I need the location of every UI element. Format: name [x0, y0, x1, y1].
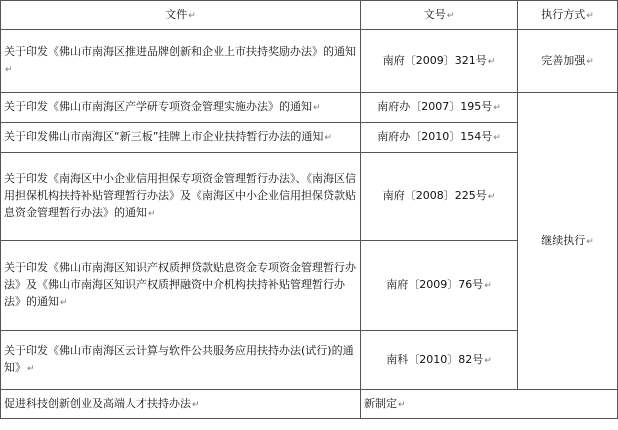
row-doc-number-text: 南府办〔2007〕195号	[377, 100, 493, 113]
paragraph-mark-icon: ↵	[586, 56, 594, 67]
row-file-cell	[1, 153, 361, 241]
row-file-text: 关于印发《南海区中小企业信用担保专项资金管理暂行办法》、《南海区信用担保机构扶持补贴管理暂行办法》及《南海区中小企业信用担保贷款贴息资金管理暂行办法》的通知	[4, 172, 356, 219]
row-doc-number-text: 新制定	[364, 396, 397, 410]
row-doc-number-cell	[361, 123, 518, 153]
table-row	[1, 30, 618, 93]
paragraph-mark-icon: ↵	[27, 364, 35, 374]
row-execution-cell	[518, 30, 618, 93]
row-file-text: 关于印发佛山市南海区“新三板”挂牌上市企业扶持暂行办法的通知	[4, 130, 324, 143]
row-file-cell	[1, 30, 361, 93]
paragraph-mark-icon: ↵	[398, 399, 406, 410]
paragraph-mark-icon: ↵	[487, 56, 496, 67]
paragraph-mark-icon: ↵	[60, 298, 68, 308]
row-doc-number-cell	[361, 241, 518, 331]
row-doc-number-text: 南科〔2010〕82号	[386, 352, 484, 366]
paragraph-mark-icon: ↵	[484, 355, 492, 366]
row-doc-number-text: 南府办〔2010〕154号	[377, 130, 493, 143]
row-doc-number-text: 南府〔2009〕76号	[386, 278, 484, 291]
row-doc-number-text: 南府〔2009〕321号	[382, 53, 487, 67]
paragraph-mark-icon: ↵	[148, 209, 156, 219]
row-file-text: 关于印发《佛山市南海区云计算与软件公共服务应用扶持办法(试行)的通知》	[4, 344, 354, 374]
row-doc-number-cell	[361, 331, 518, 390]
paragraph-mark-icon: ↵	[586, 10, 594, 21]
row-file-cell	[1, 123, 361, 153]
header-file	[1, 1, 361, 30]
merged-execution-text: 继续执行	[541, 233, 586, 247]
table-header-row	[1, 1, 618, 30]
row-file-text: 关于印发《佛山市南海区知识产权质押贷款贴息资金专项资金管理暂行办法》及《佛山市南海区知识产权质押融资中介机构扶持补贴管理暂行办法》的通知	[4, 261, 356, 308]
header-execution	[518, 1, 618, 30]
row-doc-number-cell	[361, 390, 618, 419]
row-execution-text: 完善加强	[541, 53, 586, 67]
paragraph-mark-icon: ↵	[493, 103, 501, 113]
header-execution-label: 执行方式	[541, 7, 586, 21]
row-file-text: 关于印发《佛山市南海区推进品牌创新和企业上市扶持奖励办法》的通知	[4, 45, 356, 58]
paragraph-mark-icon: ↵	[313, 103, 321, 113]
header-file-label: 文件	[165, 7, 188, 21]
header-doc-number	[361, 1, 518, 30]
paragraph-mark-icon: ↵	[324, 133, 332, 143]
paragraph-mark-icon: ↵	[493, 133, 501, 143]
paragraph-mark-icon: ↵	[192, 399, 200, 410]
paragraph-mark-icon: ↵	[484, 281, 492, 291]
paragraph-mark-icon: ↵	[586, 236, 594, 247]
row-file-cell	[1, 390, 361, 419]
paragraph-mark-icon: ↵	[446, 10, 455, 21]
table-row	[1, 390, 618, 419]
row-file-cell	[1, 93, 361, 123]
merged-execution-cell	[518, 93, 618, 390]
row-doc-number-text: 南府〔2008〕225号	[382, 189, 487, 202]
row-file-text: 关于印发《佛山市南海区产学研专项资金管理实施办法》的通知	[4, 100, 312, 113]
header-doc-number-label: 文号	[423, 7, 446, 21]
row-doc-number-cell	[361, 30, 518, 93]
row-file-cell	[1, 331, 361, 390]
paragraph-mark-icon: ↵	[188, 10, 196, 21]
row-file-text: 促进科技创新创业及高端人才扶持办法	[4, 396, 191, 410]
row-file-cell	[1, 241, 361, 331]
table-row	[1, 93, 618, 123]
row-doc-number-cell	[361, 153, 518, 241]
paragraph-mark-icon: ↵	[487, 192, 496, 202]
paragraph-mark-icon: ↵	[5, 65, 13, 75]
row-doc-number-cell	[361, 93, 518, 123]
